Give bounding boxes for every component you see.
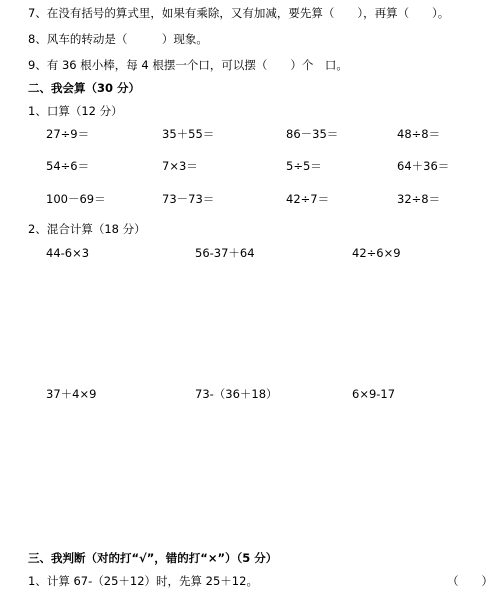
mixed-item: 44-6×3 bbox=[46, 246, 90, 260]
judge-question-1-text: 1、计算 67-（25＋12）时，先算 25＋12。 bbox=[28, 574, 258, 588]
question-7 bbox=[28, 5, 449, 21]
oral-item: 86－35＝ bbox=[286, 127, 339, 141]
judge-answer-blank: （ ） bbox=[447, 574, 493, 588]
judge-question-1 bbox=[28, 573, 258, 589]
oral-calc-title: 1、口算（12 分） bbox=[28, 104, 123, 118]
mixed-item: 56-37＋64 bbox=[195, 246, 255, 260]
oral-item: 35＋55＝ bbox=[162, 127, 215, 141]
mixed-item: 42÷6×9 bbox=[352, 246, 401, 260]
question-9-text: 9、有 36 根小棒，每 4 根摆一个口，可以摆（ ）个 口。 bbox=[28, 58, 348, 72]
oral-item: 48÷8＝ bbox=[397, 127, 441, 141]
mixed-item: 73-（36＋18） bbox=[195, 387, 278, 401]
question-8 bbox=[28, 31, 208, 47]
oral-item: 5÷5＝ bbox=[286, 159, 322, 173]
section-2-title: 二、我会算（30 分） bbox=[28, 81, 141, 95]
oral-item: 27÷9＝ bbox=[46, 127, 90, 141]
oral-item: 54÷6＝ bbox=[46, 159, 90, 173]
oral-item: 100－69＝ bbox=[46, 192, 106, 206]
question-8-text: 8、风车的转动是（ ）现象。 bbox=[28, 32, 208, 46]
oral-item: 7×3＝ bbox=[162, 159, 198, 173]
oral-item: 64＋36＝ bbox=[397, 159, 450, 173]
question-9 bbox=[28, 57, 348, 73]
oral-item: 42÷7＝ bbox=[286, 192, 330, 206]
mixed-calc-title: 2、混合计算（18 分） bbox=[28, 222, 146, 236]
question-7-text: 7、在没有括号的算式里，如果有乘除，又有加减，要先算（ ），再算（ ）。 bbox=[28, 6, 450, 20]
mixed-item: 6×9-17 bbox=[352, 387, 396, 401]
section-3-title: 三、我判断（对的打“√”，错的打“×”）（5 分） bbox=[28, 551, 278, 565]
oral-item: 32÷8＝ bbox=[397, 192, 441, 206]
oral-item: 73－73＝ bbox=[162, 192, 215, 206]
mixed-item: 37＋4×9 bbox=[46, 387, 97, 401]
